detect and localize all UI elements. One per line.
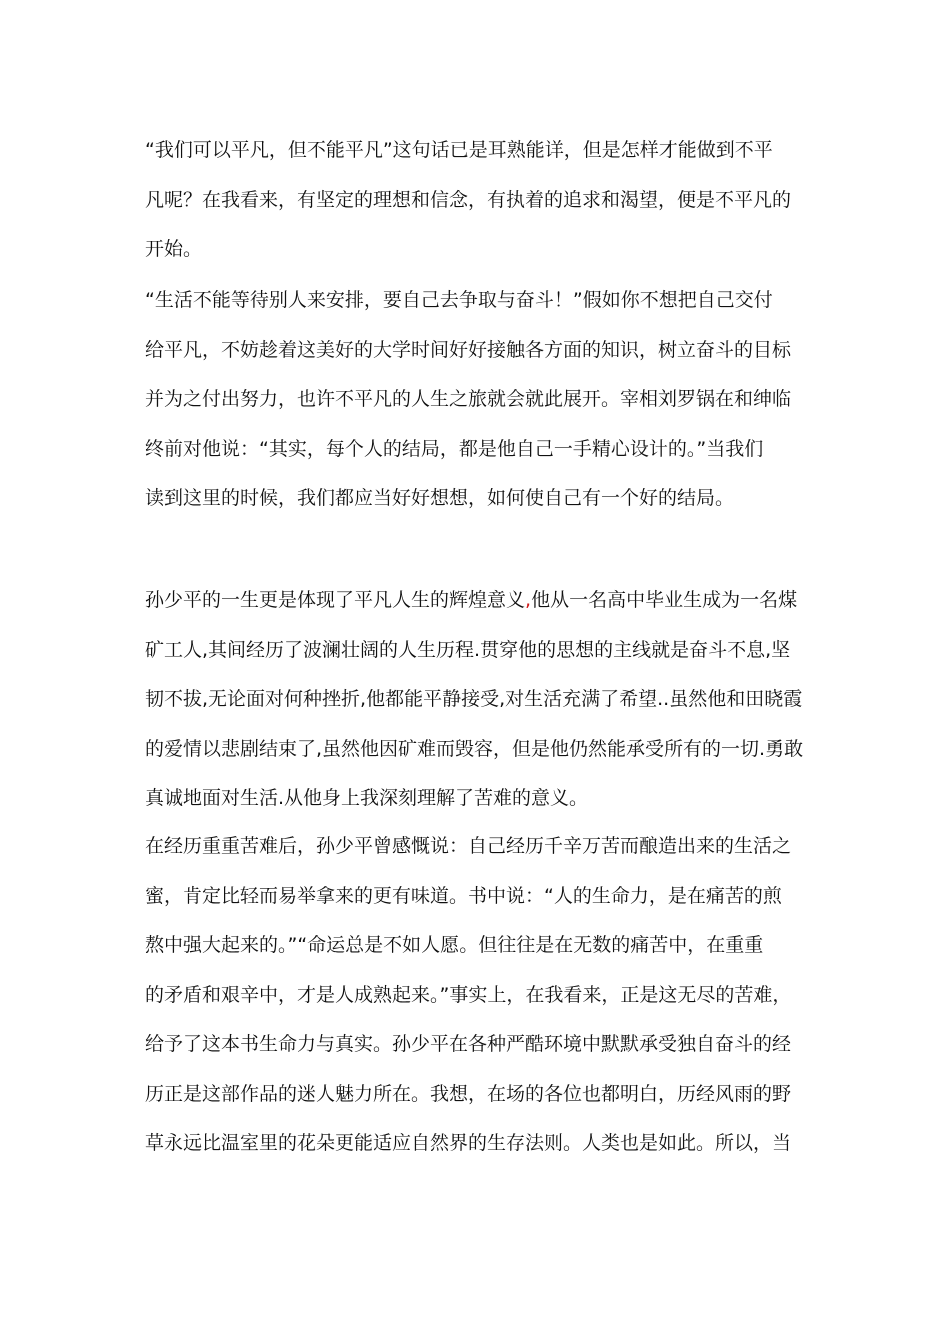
- text-segment: 他从一名高中毕业生成为一名煤: [531, 589, 798, 611]
- text-line: 蜜，肯定比轻而易举拿来的更有味道。书中说：“人的生命力，是在痛苦的煎: [145, 884, 782, 907]
- text-line: 的爱情以悲剧结束了,虽然他因矿难而毁容，但是他仍然能承受所有的一切.勇敢: [145, 737, 804, 760]
- text-line: 读到这里的时候，我们都应当好好想想，如何使自己有一个好的结局。: [145, 487, 735, 509]
- text-line: 给平凡，不妨趁着这美好的大学时间好好接触各方面的知识，树立奋斗的目标: [145, 338, 792, 361]
- text-line: 真诚地面对生活.从他身上我深刻理解了苦难的意义。: [145, 787, 589, 809]
- text-line: 历正是这部作品的迷人魅力所在。我想，在场的各位也都明白，历经风雨的野: [145, 1082, 792, 1105]
- text-line: “生活不能等待别人来安排，要自己去争取与奋斗！”假如你不想把自己交付: [145, 289, 773, 311]
- text-line: 并为之付出努力，也许不平凡的人生之旅就会就此展开。宰相刘罗锅在和绅临: [145, 388, 792, 410]
- text-line: 开始。: [145, 238, 203, 260]
- paragraph-2: [145, 276, 805, 524]
- text-line: 终前对他说：“其实，每个人的结局，都是他自己一手精心设计的。”当我们: [145, 437, 764, 460]
- text-line: 的矛盾和艰辛中，才是人成熟起来。”事实上，在我看来，正是这无尽的苦难，: [145, 983, 792, 1006]
- text-line: “我们可以平凡，但不能平凡”这句话已是耳熟能详，但是怎样才能做到不平: [145, 139, 773, 161]
- text-line: 在经历重重苦难后，孙少平曾感慨说：自己经历千辛万苦而酿造出来的生活之: [145, 835, 792, 857]
- text-line: 草永远比温室里的花朵更能适应自然界的生存法则。人类也是如此。所以，当: [145, 1132, 792, 1154]
- paragraph-3: [145, 576, 805, 824]
- text-line: 熬中强大起来的。”“命运总是不如人愿。但往往是在无数的痛苦中，在重重: [145, 934, 764, 956]
- text-line: [145, 576, 805, 626]
- text-line: 给予了这本书生命力与真实。孙少平在各种严酷环境中默默承受独自奋斗的经: [145, 1033, 792, 1055]
- paragraph-1: [145, 126, 805, 275]
- text-line: 韧不拔,无论面对何种挫折,他都能平静接受,对生活充满了希望..虽然他和田晓霞: [145, 688, 803, 710]
- paragraph-4: [145, 822, 805, 1169]
- text-line: 矿工人,其间经历了波澜壮阔的人生历程.贯穿他的思想的主线就是奋斗不息,坚: [145, 638, 791, 661]
- text-segment: 孙少平的一生更是体现了平凡人生的辉煌意义: [145, 589, 526, 611]
- text-line: 凡呢？在我看来，有坚定的理想和信念，有执着的追求和渴望，便是不平凡的: [145, 188, 792, 211]
- highlighted-comma: ,: [525, 589, 532, 611]
